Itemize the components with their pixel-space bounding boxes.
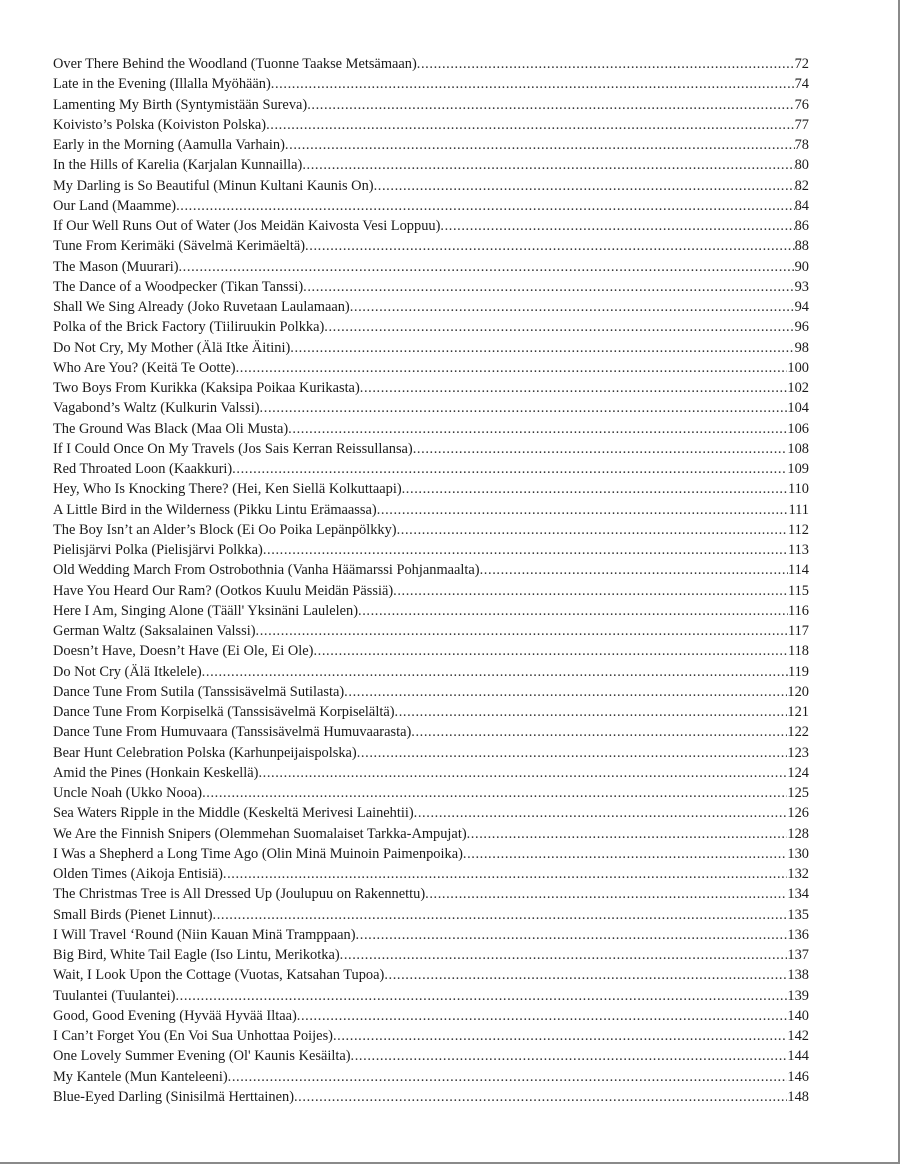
toc-entry-page-number: 84	[794, 197, 809, 214]
toc-dot-leader	[377, 500, 789, 520]
toc-entry-title: Dance Tune From Sutila (Tanssisävelmä Sutilasta)	[53, 683, 345, 700]
toc-entry-page-number: 116	[787, 602, 809, 619]
toc-dot-leader	[463, 844, 788, 864]
toc-entry-title: German Waltz (Saksalainen Valssi)	[53, 623, 256, 639]
toc-entry[interactable]	[53, 540, 809, 560]
toc-entry-page-number: 146	[787, 1068, 809, 1085]
toc-entry[interactable]	[53, 682, 809, 702]
toc-dot-leader	[384, 965, 787, 985]
toc-dot-leader	[303, 277, 794, 297]
toc-dot-leader	[357, 743, 788, 763]
toc-entry[interactable]	[53, 358, 809, 378]
toc-entry-title: Tune From Kerimäki (Sävelmä Kerimäeltä)	[53, 238, 306, 255]
toc-dot-leader	[288, 419, 787, 439]
toc-entry-page-number: 77	[794, 116, 809, 133]
toc-entry-page-number: 117	[787, 623, 809, 639]
toc-dot-leader	[202, 783, 787, 803]
toc-dot-leader	[202, 662, 788, 682]
toc-entry-page-number: 126	[787, 805, 809, 822]
toc-entry-title: Our Land (Maamme)	[53, 197, 177, 214]
toc-entry-title: I Will Travel ‘Round (Niin Kauan Minä Tramppaan)	[53, 926, 356, 943]
toc-entry[interactable]	[53, 884, 809, 904]
toc-entry-title: Have You Heard Our Ram? (Ootkos Kuulu Meidän Pässiä)	[53, 582, 394, 599]
toc-entry[interactable]	[53, 1026, 809, 1046]
toc-entry[interactable]	[53, 317, 809, 337]
toc-entry-title: Lamenting My Birth (Syntymistään Sureva)	[53, 96, 308, 113]
toc-entry[interactable]	[53, 1046, 809, 1066]
toc-dot-leader	[360, 378, 788, 398]
toc-dot-leader	[228, 1067, 788, 1087]
toc-entry-page-number: 111	[788, 501, 809, 518]
toc-entry[interactable]	[53, 824, 809, 844]
toc-dot-leader	[480, 560, 788, 580]
toc-entry[interactable]	[53, 1087, 809, 1107]
toc-entry-title: Wait, I Look Upon the Cottage (Vuotas, Katsahan Tupoa)	[53, 967, 385, 984]
toc-dot-leader	[266, 115, 795, 135]
toc-dot-leader	[395, 702, 788, 722]
toc-entry-page-number: 134	[787, 886, 809, 903]
toc-entry-page-number: 86	[794, 218, 809, 234]
toc-entry[interactable]	[53, 135, 809, 155]
toc-dot-leader	[417, 54, 795, 74]
toc-entry-page-number: 78	[794, 137, 809, 153]
toc-entry-title: Late in the Evening (Illalla Myöhään)	[53, 76, 271, 93]
toc-dot-leader	[414, 803, 788, 823]
toc-entry-title: One Lovely Summer Evening (Ol' Kaunis Kesäilta)	[53, 1048, 351, 1065]
toc-entry[interactable]	[53, 763, 809, 783]
toc-entry[interactable]	[53, 783, 809, 803]
toc-entry-title: Vagabond’s Waltz (Kulkurin Valssi)	[53, 400, 260, 417]
toc-entry-title: Olden Times (Aikoja Entisiä)	[53, 866, 223, 882]
toc-dot-leader	[178, 257, 794, 277]
toc-entry-title: Small Birds (Pienet Linnut)	[53, 906, 213, 923]
toc-entry-page-number: 132	[787, 866, 809, 882]
toc-entry-page-number: 135	[787, 906, 809, 923]
toc-dot-leader	[340, 945, 788, 965]
toc-entry[interactable]	[53, 297, 809, 317]
toc-entry[interactable]	[53, 115, 809, 135]
toc-dot-leader	[467, 824, 788, 844]
toc-entry-page-number: 112	[787, 521, 809, 538]
toc-entry[interactable]	[53, 621, 809, 641]
toc-entry-page-number: 96	[794, 319, 809, 336]
toc-entry-page-number: 98	[794, 339, 809, 356]
toc-entry-title: Two Boys From Kurikka (Kaksipa Poikaa Kurikasta)	[53, 380, 360, 396]
toc-entry-page-number: 76	[794, 96, 809, 113]
toc-entry-page-number: 109	[787, 461, 809, 477]
toc-entry-title: My Kantele (Mun Kanteleeni)	[53, 1068, 228, 1085]
toc-entry[interactable]	[53, 864, 809, 884]
toc-entry-title: Koivisto’s Polska (Koiviston Polska)	[53, 116, 267, 133]
toc-entry-page-number: 104	[787, 400, 809, 417]
toc-entry-title: If Our Well Runs Out of Water (Jos Meidän Kaivosta Vesi Loppuu)	[53, 218, 441, 234]
toc-entry[interactable]	[53, 1006, 809, 1026]
toc-entry-title: Over There Behind the Woodland (Tuonne Taakse Metsämaan)	[53, 56, 417, 72]
toc-entry[interactable]	[53, 54, 809, 74]
toc-entry[interactable]	[53, 398, 809, 418]
toc-entry-title: The Christmas Tree is All Dressed Up (Joulupuu on Rakennettu)	[53, 886, 426, 903]
toc-entry-page-number: 148	[787, 1088, 809, 1105]
toc-entry-title: Good, Good Evening (Hyvää Hyvää Iltaa)	[53, 1007, 297, 1024]
toc-entry[interactable]	[53, 216, 809, 236]
toc-entry-page-number: 110	[787, 481, 809, 498]
toc-entry-title: Red Throated Loon (Kaakkuri)	[53, 461, 233, 477]
toc-entry-title: I Was a Shepherd a Long Time Ago (Olin Minä Muinoin Paimenpoika)	[53, 845, 463, 862]
toc-dot-leader	[176, 196, 795, 216]
toc-entry[interactable]	[53, 662, 809, 682]
toc-dot-leader	[213, 905, 788, 925]
toc-entry[interactable]	[53, 905, 809, 925]
toc-dot-leader	[297, 1006, 788, 1026]
toc-entry[interactable]	[53, 74, 809, 94]
toc-entry[interactable]	[53, 500, 809, 520]
toc-entry[interactable]	[53, 520, 809, 540]
toc-entry-page-number: 113	[787, 542, 809, 558]
toc-entry[interactable]	[53, 419, 809, 439]
toc-entry-title: Who Are You? (Keitä Te Ootte)	[53, 359, 236, 376]
toc-dot-leader	[236, 358, 788, 378]
toc-dot-leader	[307, 95, 794, 115]
toc-entry-title: In the Hills of Karelia (Karjalan Kunnailla)	[53, 157, 303, 174]
toc-entry[interactable]	[53, 236, 809, 256]
toc-entry[interactable]	[53, 1067, 809, 1087]
toc-entry-title: The Boy Isn’t an Alder’s Block (Ei Oo Poika Lepänpölkky)	[53, 521, 397, 538]
toc-entry-page-number: 136	[787, 926, 809, 943]
toc-entry[interactable]	[53, 459, 809, 479]
toc-dot-leader	[397, 520, 788, 540]
toc-entry-title: Here I Am, Singing Alone (Tääll' Yksinäni Laulelen)	[53, 602, 358, 619]
toc-entry[interactable]	[53, 722, 809, 742]
toc-dot-leader	[232, 459, 787, 479]
table-of-contents	[53, 54, 809, 1107]
toc-entry-page-number: 106	[787, 420, 809, 437]
toc-dot-leader	[374, 176, 795, 196]
toc-entry-title: Early in the Morning (Aamulla Varhain)	[53, 137, 285, 153]
toc-dot-leader	[411, 722, 787, 742]
toc-entry-page-number: 100	[787, 359, 809, 376]
toc-entry-title: Blue-Eyed Darling (Sinisilmä Herttainen)	[53, 1088, 294, 1105]
toc-entry[interactable]	[53, 277, 809, 297]
toc-entry-page-number: 93	[794, 278, 809, 295]
toc-entry-title: Hey, Who Is Knocking There? (Hei, Ken Siellä Kolkuttaapi)	[53, 481, 402, 498]
toc-entry[interactable]	[53, 641, 809, 661]
toc-entry-page-number: 139	[787, 987, 809, 1004]
toc-entry-title: Big Bird, White Tail Eagle (Iso Lintu, Merikotka)	[53, 947, 340, 963]
toc-entry-title: Old Wedding March From Ostrobothnia (Vanha Häämarssi Pohjanmaalta)	[53, 562, 480, 579]
toc-entry[interactable]	[53, 986, 809, 1006]
toc-entry-page-number: 137	[787, 947, 809, 963]
toc-entry-page-number: 130	[787, 845, 809, 862]
toc-entry[interactable]	[53, 176, 809, 196]
toc-entry-title: Pielisjärvi Polka (Pielisjärvi Polkka)	[53, 542, 263, 558]
toc-entry-title: Sea Waters Ripple in the Middle (Keskeltä Merivesi Lainehtii)	[53, 805, 414, 822]
toc-entry-page-number: 94	[794, 299, 809, 315]
toc-dot-leader	[175, 986, 787, 1006]
toc-dot-leader	[344, 682, 787, 702]
toc-dot-leader	[290, 338, 794, 358]
toc-dot-leader	[440, 216, 794, 236]
toc-entry-page-number: 122	[787, 724, 809, 741]
toc-dot-leader	[402, 479, 788, 499]
toc-entry-title: Amid the Pines (Honkain Keskellä)	[53, 764, 259, 781]
toc-entry-page-number: 121	[787, 704, 809, 720]
toc-dot-leader	[393, 581, 788, 601]
toc-entry[interactable]	[53, 601, 809, 621]
toc-entry-title: Shall We Sing Already (Joko Ruvetaan Laulamaan)	[53, 299, 350, 315]
toc-entry-page-number: 80	[794, 157, 809, 174]
toc-entry-page-number: 125	[787, 785, 809, 801]
toc-dot-leader	[350, 297, 795, 317]
toc-dot-leader	[256, 621, 788, 641]
toc-entry[interactable]	[53, 155, 809, 175]
toc-entry-title: Tuulantei (Tuulantei)	[53, 987, 176, 1004]
toc-entry-title: Polka of the Brick Factory (Tiiliruukin Polkka)	[53, 319, 325, 336]
toc-entry-title: The Dance of a Woodpecker (Tikan Tanssi)	[53, 278, 304, 295]
toc-entry[interactable]	[53, 945, 809, 965]
toc-entry-title: Bear Hunt Celebration Polska (Karhunpeijaispolska)	[53, 744, 357, 761]
toc-entry-page-number: 108	[787, 440, 809, 457]
toc-entry[interactable]	[53, 702, 809, 722]
toc-entry-page-number: 90	[794, 258, 809, 275]
toc-entry-page-number: 88	[794, 238, 809, 255]
toc-dot-leader	[305, 236, 795, 256]
toc-entry[interactable]	[53, 257, 809, 277]
toc-entry-title: Do Not Cry (Älä Itkelele)	[53, 663, 202, 680]
toc-entry[interactable]	[53, 439, 809, 459]
toc-entry[interactable]	[53, 95, 809, 115]
toc-entry[interactable]	[53, 803, 809, 823]
toc-entry-title: I Can’t Forget You (En Voi Sua Unhottaa Poijes)	[53, 1028, 333, 1044]
toc-entry-page-number: 138	[787, 967, 809, 984]
toc-entry[interactable]	[53, 338, 809, 358]
toc-entry-title: The Ground Was Black (Maa Oli Musta)	[53, 420, 289, 437]
toc-entry-page-number: 142	[787, 1028, 809, 1044]
toc-entry[interactable]	[53, 925, 809, 945]
toc-dot-leader	[313, 641, 788, 661]
toc-entry-page-number: 118	[787, 643, 809, 660]
toc-entry-page-number: 144	[787, 1048, 809, 1065]
toc-dot-leader	[260, 398, 788, 418]
toc-entry-title: A Little Bird in the Wilderness (Pikku Lintu Erämaassa)	[53, 501, 377, 518]
toc-entry-page-number: 114	[787, 562, 809, 579]
toc-entry-title: Do Not Cry, My Mother (Älä Itke Äitini)	[53, 339, 291, 356]
toc-entry-title: Uncle Noah (Ukko Nooa)	[53, 785, 203, 801]
toc-entry-page-number: 123	[787, 744, 809, 761]
toc-entry-title: My Darling is So Beautiful (Minun Kultani Kaunis On)	[53, 177, 374, 194]
toc-dot-leader	[223, 864, 788, 884]
toc-entry[interactable]	[53, 479, 809, 499]
toc-dot-leader	[425, 884, 787, 904]
toc-dot-leader	[356, 925, 788, 945]
toc-entry[interactable]	[53, 196, 809, 216]
toc-dot-leader	[271, 74, 795, 94]
toc-entry-page-number: 72	[794, 56, 809, 72]
toc-dot-leader	[258, 763, 787, 783]
toc-entry[interactable]	[53, 378, 809, 398]
toc-dot-leader	[413, 439, 788, 459]
toc-dot-leader	[302, 155, 794, 175]
toc-entry[interactable]	[53, 844, 809, 864]
toc-entry-title: Dance Tune From Korpiselkä (Tanssisävelmä Korpiselältä)	[53, 704, 395, 720]
toc-entry-page-number: 140	[787, 1007, 809, 1024]
toc-entry-page-number: 128	[787, 825, 809, 842]
toc-entry-title: We Are the Finnish Snipers (Olemmehan Suomalaiset Tarkka-Ampujat)	[53, 825, 467, 842]
toc-entry-page-number: 120	[787, 683, 809, 700]
toc-entry-title: Dance Tune From Humuvaara (Tanssisävelmä Humuvaarasta)	[53, 724, 412, 741]
toc-entry-page-number: 124	[787, 764, 809, 781]
toc-entry-page-number: 119	[787, 663, 809, 680]
toc-entry[interactable]	[53, 560, 809, 580]
toc-entry-title: Doesn’t Have, Doesn’t Have (Ei Ole, Ei Ole)	[53, 643, 314, 660]
toc-entry[interactable]	[53, 743, 809, 763]
toc-dot-leader	[324, 317, 794, 337]
toc-dot-leader	[294, 1087, 787, 1107]
toc-dot-leader	[333, 1026, 787, 1046]
toc-entry[interactable]	[53, 581, 809, 601]
toc-entry-page-number: 115	[787, 582, 809, 599]
toc-entry[interactable]	[53, 965, 809, 985]
toc-entry-page-number: 74	[794, 76, 809, 93]
toc-entry-page-number: 82	[794, 177, 809, 194]
toc-entry-title: If I Could Once On My Travels (Jos Sais Kerran Reissullansa)	[53, 440, 413, 457]
toc-dot-leader	[285, 135, 795, 155]
toc-dot-leader	[263, 540, 788, 560]
toc-dot-leader	[351, 1046, 788, 1066]
toc-entry-title: The Mason (Muurari)	[53, 258, 179, 275]
toc-entry-page-number: 102	[787, 380, 809, 396]
toc-dot-leader	[358, 601, 788, 621]
